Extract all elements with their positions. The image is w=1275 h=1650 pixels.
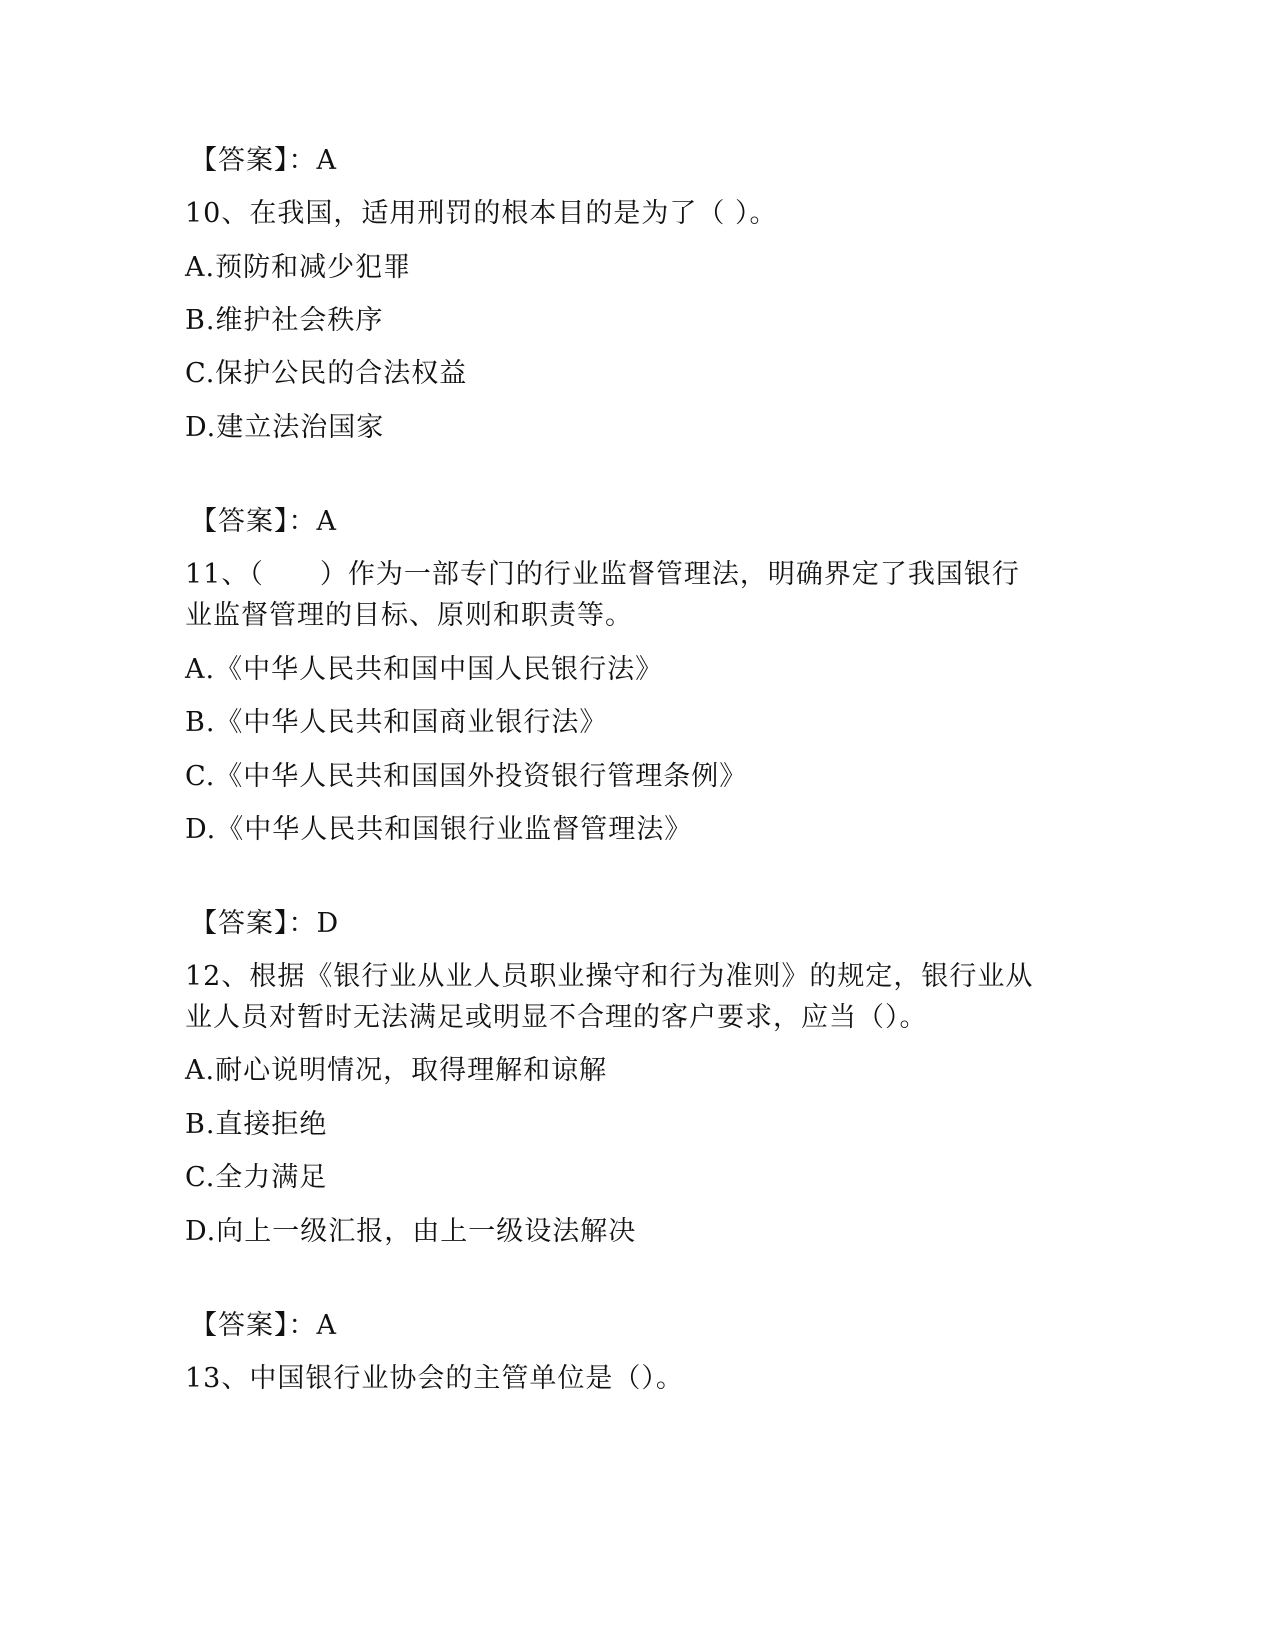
question-12-option-b: B.直接拒绝 [185,1109,328,1140]
question-10-text: 10、在我国，适用刑罚的根本目的是为了（ ）。 [185,198,778,229]
answer-label: 【答案】： [190,145,317,176]
question-12-option-d: D.向上一级汇报，由上一级设法解决 [185,1216,637,1247]
answer-value: A [316,145,337,176]
answer-label: 【答案】： [190,1310,317,1341]
answer-line-12 [190,1307,337,1345]
answer-value: A [316,1310,337,1341]
question-10-option-d: D.建立法治国家 [185,412,385,443]
answer-value: D [316,908,340,939]
question-12-option-a: A.耐心说明情况，取得理解和谅解 [185,1055,608,1086]
question-12-option-c: C.全力满足 [185,1162,328,1193]
answer-line-9 [190,142,337,180]
question-11-text-line1: 11、（ ）作为一部专门的行业监督管理法，明确界定了我国银行 [185,559,1020,590]
question-11-option-d: D.《中华人民共和国银行业监督管理法》 [185,814,693,845]
answer-line-11 [190,905,339,943]
question-10-option-b: B.维护社会秩序 [185,305,384,336]
question-12-text-line2: 业人员对暂时无法满足或明显不合理的客户要求，应当（）。 [185,1002,928,1033]
answer-label: 【答案】： [190,506,317,537]
question-11-option-c: C.《中华人民共和国国外投资银行管理条例》 [185,761,748,792]
answer-value: A [316,506,337,537]
question-13-text: 13、中国银行业协会的主管单位是（）。 [185,1363,684,1394]
question-11-option-a: A.《中华人民共和国中国人民银行法》 [185,654,664,685]
question-12-text-line1: 12、根据《银行业从业人员职业操守和行为准则》的规定，银行业从 [185,961,1034,992]
question-11-option-b: B.《中华人民共和国商业银行法》 [185,707,608,738]
answer-label: 【答案】： [190,908,317,939]
question-10-option-a: A.预防和减少犯罪 [185,252,412,283]
question-10-option-c: C.保护公民的合法权益 [185,358,468,389]
answer-line-10 [190,503,337,541]
question-11-text-line2: 业监督管理的目标、原则和职责等。 [185,600,633,631]
